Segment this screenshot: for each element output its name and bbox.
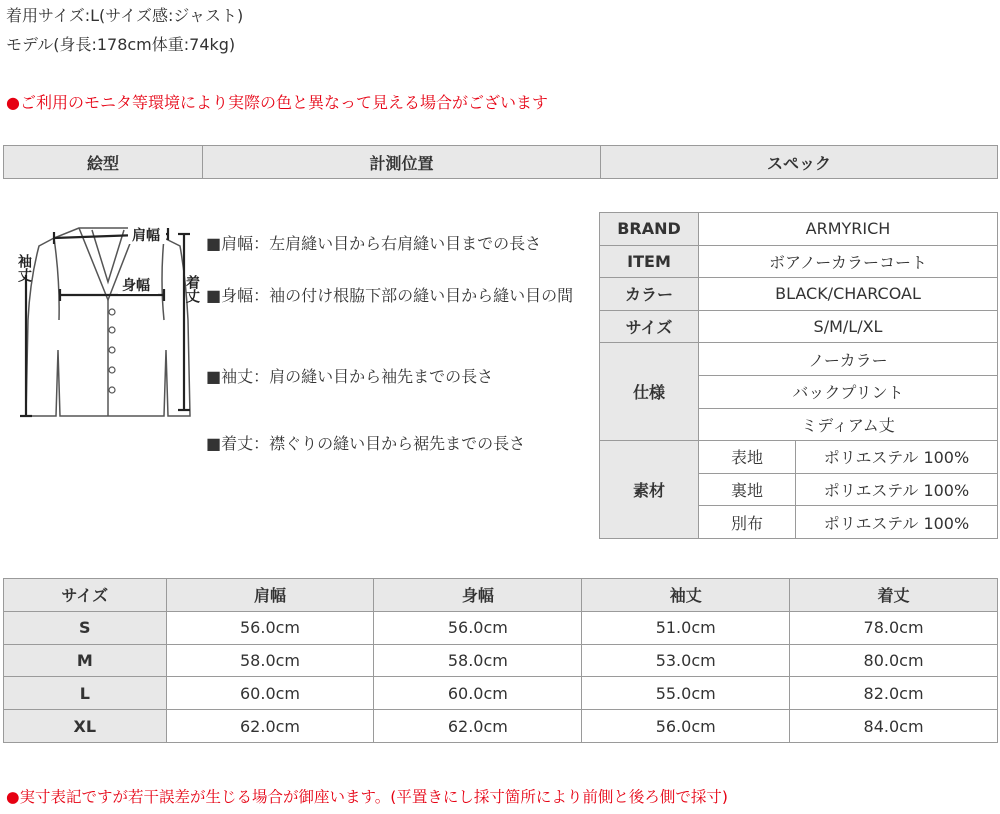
spec-brand: ARMYRICH <box>699 213 998 246</box>
size-header: 着丈 <box>790 579 998 612</box>
table-row <box>4 677 998 710</box>
diagram-label-shoulder: 肩幅 <box>132 228 160 244</box>
wear-size-text: 着用サイズ:L(サイズ感:ジャスト) <box>6 6 244 25</box>
spec-label-item: ITEM <box>600 245 699 278</box>
measure-length: ■着丈：襟ぐりの縫い目から裾先までの長さ <box>206 434 526 453</box>
header-spec: スペック <box>601 146 998 179</box>
spec-label-color: カラー <box>600 278 699 311</box>
size-header: 身幅 <box>374 579 582 612</box>
size-cell: 53.0cm <box>582 644 790 677</box>
color-notice: ●ご利用のモニタ等環境により実際の色と異なって見える場合がございます <box>6 93 548 112</box>
size-cell: 62.0cm <box>374 710 582 743</box>
size-cell: 56.0cm <box>374 611 582 644</box>
diagram-label-sleeve: 袖丈 <box>16 254 32 282</box>
table-row <box>4 710 998 743</box>
size-label: XL <box>4 710 167 743</box>
size-cell: 80.0cm <box>790 644 998 677</box>
size-header: サイズ <box>4 579 167 612</box>
size-cell: 58.0cm <box>166 644 374 677</box>
diagram-label-body-width: 身幅 <box>122 278 150 294</box>
size-table <box>3 578 998 743</box>
size-cell: 84.0cm <box>790 710 998 743</box>
spec-size: S/M/L/XL <box>699 310 998 343</box>
model-text: モデル(身長:178cm体重:74kg) <box>6 35 236 54</box>
size-cell: 51.0cm <box>582 611 790 644</box>
measure-sleeve: ■袖丈：肩の縫い目から袖先までの長さ <box>206 367 494 386</box>
spec-material-part: 別布 <box>699 506 796 539</box>
table-row <box>4 644 998 677</box>
spec-label-brand: BRAND <box>600 213 699 246</box>
header-measure: 計測位置 <box>203 146 601 179</box>
size-header: 袖丈 <box>582 579 790 612</box>
size-cell: 56.0cm <box>166 611 374 644</box>
spec-label-material: 素材 <box>600 441 699 539</box>
measure-body-width: ■身幅：袖の付け根脇下部の縫い目から縫い目の間 <box>206 286 574 305</box>
size-cell: 60.0cm <box>166 677 374 710</box>
section-header-table <box>3 145 998 179</box>
diagram-label-length: 着丈 <box>184 275 200 303</box>
table-row <box>4 611 998 644</box>
spec-feature: ミディアム丈 <box>699 408 998 441</box>
size-cell: 55.0cm <box>582 677 790 710</box>
spec-material-part: 表地 <box>699 441 796 474</box>
garment-diagram <box>4 220 204 420</box>
spec-feature: ノーカラー <box>699 343 998 376</box>
size-label: M <box>4 644 167 677</box>
size-cell: 62.0cm <box>166 710 374 743</box>
size-cell: 82.0cm <box>790 677 998 710</box>
size-cell: 60.0cm <box>374 677 582 710</box>
size-cell: 78.0cm <box>790 611 998 644</box>
spec-table <box>599 212 998 539</box>
size-cell: 56.0cm <box>582 710 790 743</box>
spec-label-features: 仕様 <box>600 343 699 441</box>
spec-material-value: ポリエステル 100% <box>796 506 998 539</box>
size-label: S <box>4 611 167 644</box>
spec-material-value: ポリエステル 100% <box>796 441 998 474</box>
spec-material-value: ポリエステル 100% <box>796 473 998 506</box>
header-diagram: 絵型 <box>4 146 203 179</box>
spec-label-size: サイズ <box>600 310 699 343</box>
spec-material-part: 裏地 <box>699 473 796 506</box>
spec-feature: バックプリント <box>699 375 998 408</box>
size-label: L <box>4 677 167 710</box>
footer-notice: ●実寸表記ですが若干誤差が生じる場合が御座います。(平置きにし採寸箇所により前側と後ろ側で採寸) <box>6 788 728 806</box>
size-cell: 58.0cm <box>374 644 582 677</box>
spec-item: ボアノーカラーコート <box>699 245 998 278</box>
spec-color: BLACK/CHARCOAL <box>699 278 998 311</box>
measure-shoulder: ■肩幅：左肩縫い目から右肩縫い目までの長さ <box>206 234 542 253</box>
size-header: 肩幅 <box>166 579 374 612</box>
